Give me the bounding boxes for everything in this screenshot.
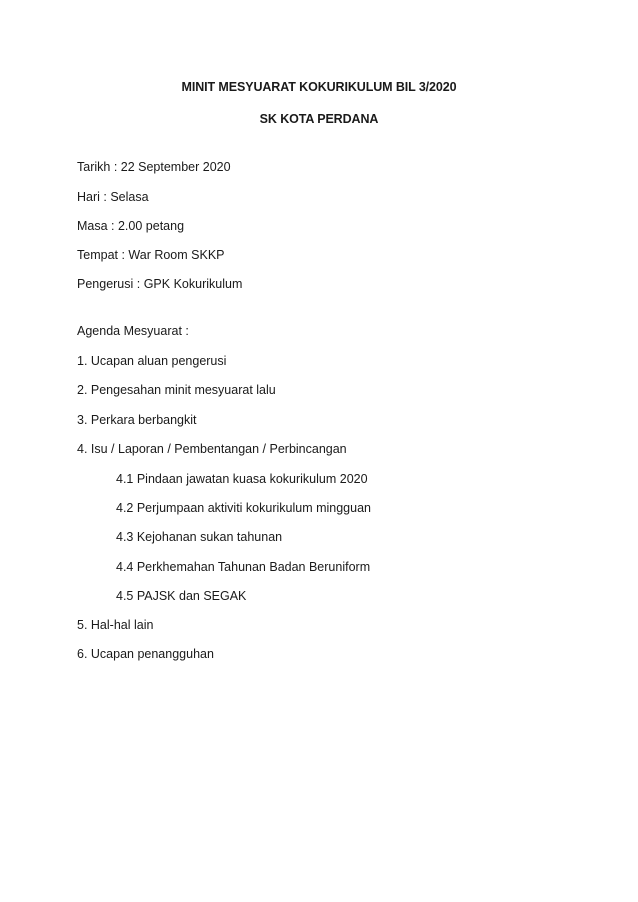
agenda-item: 3. Perkara berbangkit — [77, 413, 197, 427]
agenda-subitem: 4.1 Pindaan jawatan kuasa kokurikulum 2020 — [116, 472, 368, 486]
agenda-subitem: 4.4 Perkhemahan Tahunan Badan Beruniform — [116, 560, 371, 574]
meeting-day: Hari : Selasa — [77, 190, 149, 204]
school-name: SK KOTA PERDANA — [259, 112, 379, 126]
agenda-item: 2. Pengesahan minit mesyuarat lalu — [77, 383, 276, 397]
agenda-heading: Agenda Mesyuarat : — [77, 324, 189, 338]
document-title: MINIT MESYUARAT KOKURIKULUM BIL 3/2020 — [181, 80, 457, 94]
agenda-item: 1. Ucapan aluan pengerusi — [77, 354, 227, 368]
agenda-subitem: 4.3 Kejohanan sukan tahunan — [116, 530, 283, 544]
agenda-subitem: 4.2 Perjumpaan aktiviti kokurikulum mingguan — [116, 501, 371, 515]
agenda-item: 5. Hal-hal lain — [77, 618, 154, 632]
meeting-chair: Pengerusi : GPK Kokurikulum — [77, 277, 243, 291]
meeting-date: Tarikh : 22 September 2020 — [77, 160, 231, 174]
meeting-time: Masa : 2.00 petang — [77, 219, 185, 233]
agenda-item: 6. Ucapan penangguhan — [77, 647, 214, 661]
agenda-subitem: 4.5 PAJSK dan SEGAK — [116, 589, 247, 603]
agenda-item: 4. Isu / Laporan / Pembentangan / Perbincangan — [77, 442, 347, 456]
meeting-venue: Tempat : War Room SKKP — [77, 248, 225, 262]
